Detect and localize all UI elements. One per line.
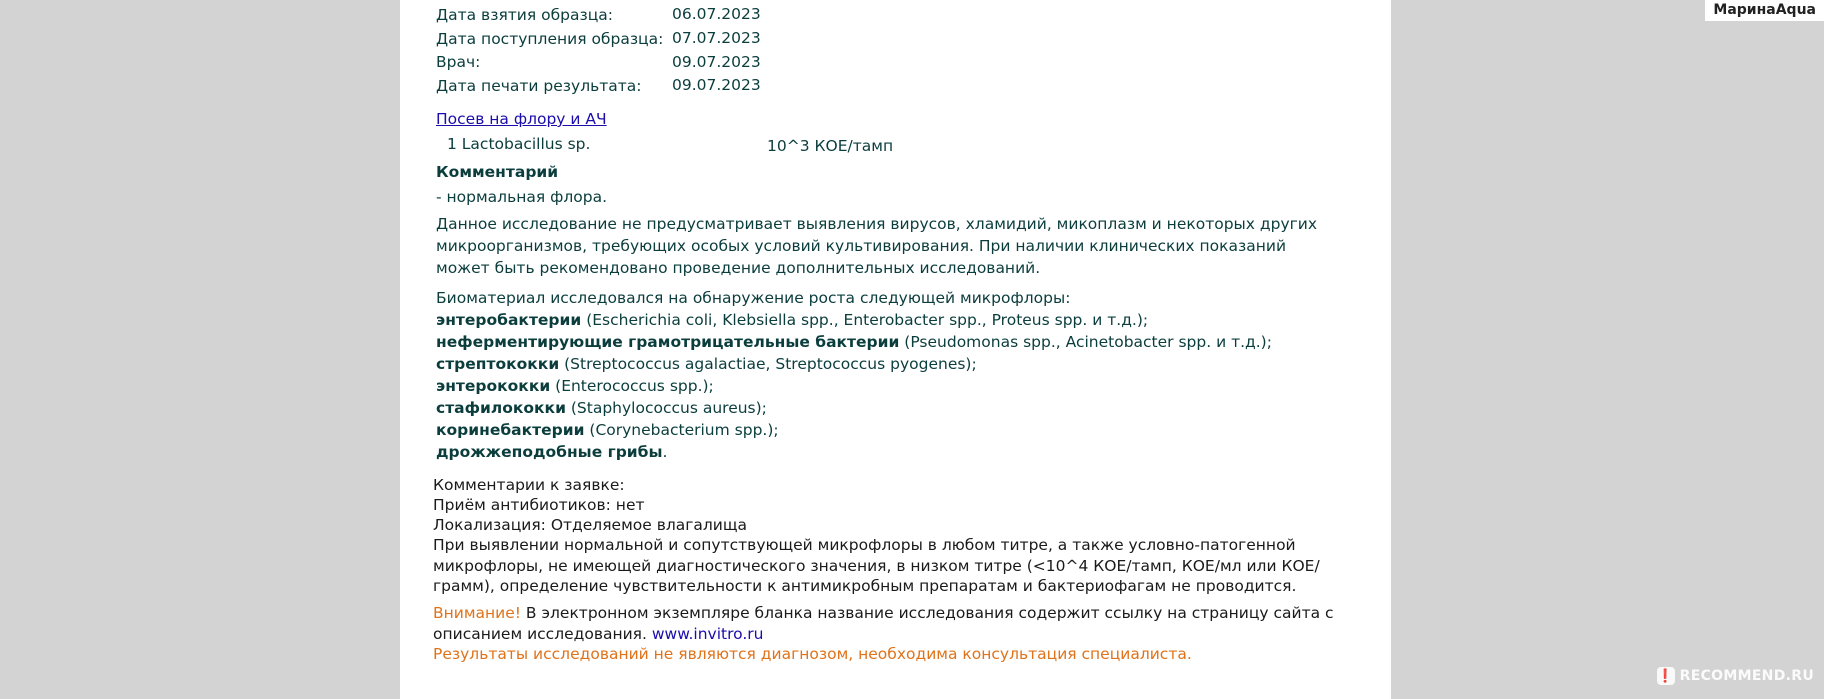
disclaimer-text: Результаты исследований не являются диагнозом, необходима консультация специалиста.	[433, 645, 1192, 663]
doctor-label: Врач:	[436, 53, 481, 71]
study-notice: Данное исследование не предусматривает выявления вирусов, хламидий, микоплазм и некоторых других микроорганизмов, требующих особых условий культивирования. При наличии клинических показаний может быть рекомендовано проведение дополнительных исследований.	[436, 215, 1318, 277]
print-date-label: Дата печати результата:	[436, 77, 642, 95]
flora-detail: (Streptococcus agalactiae, Streptococcus pyogenes);	[559, 355, 977, 373]
site-watermark-text: RECOMMEND.RU	[1679, 668, 1814, 684]
flora-name: энтеробактерии	[436, 311, 582, 329]
flora-item	[436, 354, 977, 374]
flora-detail: .	[662, 443, 668, 461]
comment-heading: Комментарий	[436, 163, 559, 181]
flora-name: дрожжеподобные грибы	[436, 443, 663, 461]
recommend-logo-icon: ❗	[1657, 668, 1674, 684]
order-comments-title: Комментарии к заявке:	[433, 476, 625, 494]
attention-block	[433, 603, 1358, 645]
flora-item	[436, 332, 1272, 352]
flora-name: стафилококки	[436, 399, 566, 417]
attention-label: Внимание!	[433, 604, 521, 622]
sample-date-value: 06.07.2023	[672, 5, 761, 23]
flora-name: стрептококки	[436, 355, 560, 373]
flora-detail: (Pseudomonas spp., Acinetobacter spp. и т.д.);	[899, 333, 1272, 351]
test-name-link[interactable]: Посев на флору и АЧ	[436, 110, 607, 128]
flora-detail: (Enterococcus spp.);	[550, 377, 714, 395]
flora-name: неферментирующие грамотрицательные бактерии	[436, 333, 900, 351]
flora-detail: (Corynebacterium spp.);	[584, 421, 779, 439]
flora-item	[436, 376, 714, 396]
result-organism: 1 Lactobacillus sp.	[447, 135, 591, 153]
localization-line: Локализация: Отделяемое влагалища	[433, 516, 747, 534]
print-date-value: 09.07.2023	[672, 76, 761, 94]
receipt-date-value: 07.07.2023	[672, 29, 761, 47]
flora-detail: (Escherichia coli, Klebsiella spp., Enterobacter spp., Proteus spp. и т.д.);	[581, 311, 1149, 329]
invitro-site-link[interactable]: www.invitro.ru	[651, 625, 764, 643]
author-watermark: МаринаAqua	[1705, 0, 1824, 21]
flora-item	[436, 442, 667, 462]
attention-text: В электронном экземпляре бланка название исследования содержит ссылку на страницу сайта с описанием исследования.	[433, 604, 1334, 643]
flora-item	[436, 420, 779, 440]
flora-detail: (Staphylococcus aureus);	[565, 399, 767, 417]
result-sheet	[400, 0, 1391, 699]
sample-date-label: Дата взятия образца:	[436, 6, 614, 24]
result-value: 10^3 КОЕ/тамп	[767, 137, 894, 155]
flora-name: энтерококки	[436, 377, 551, 395]
comment-line: - нормальная флора.	[436, 188, 607, 206]
antibiotics-line: Приём антибиотиков: нет	[433, 496, 645, 514]
order-comments-text: При выявлении нормальной и сопутствующей микрофлоры в любом титре, а также условно-патогенной микрофлоры, не имеющей диагностического значения, в низком титре (<10^4 КОЕ/тамп, КОЕ/мл или КОЕ/грамм), определение чувствительности к антимикробным препаратам и бактериофагам не проводится.	[433, 536, 1320, 595]
flora-intro: Биоматериал исследовался на обнаружение роста следующей микрофлоры:	[436, 289, 1071, 307]
site-watermark	[1657, 667, 1814, 685]
doctor-value: 09.07.2023	[672, 53, 761, 71]
flora-name: коринебактерии	[436, 421, 585, 439]
flora-item	[436, 310, 1148, 330]
receipt-date-label: Дата поступления образца:	[436, 30, 664, 48]
flora-item	[436, 398, 767, 418]
